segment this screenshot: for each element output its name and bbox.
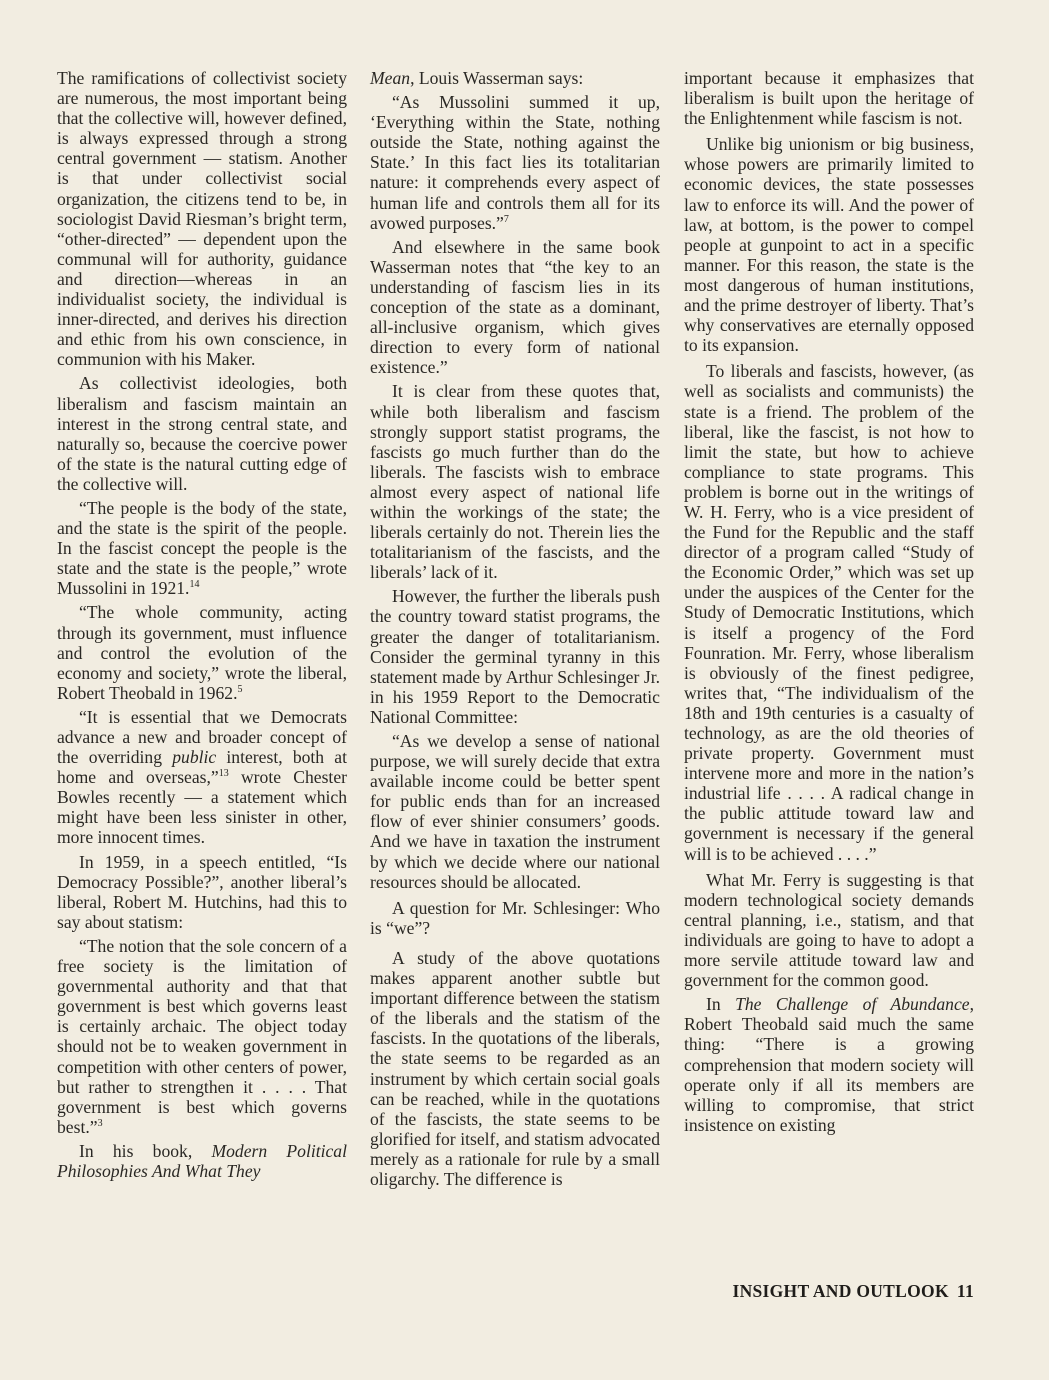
- paragraph-text: And elsewhere in the same book Wasserman notes that “the key to an understanding of fascism lies in its conception of the state as a dominant, all-inclusive organism, which gives direction to every form of national existence.”: [370, 236, 660, 378]
- text-column-3: [684, 68, 974, 1139]
- paragraph-text: In: [706, 994, 736, 1015]
- paragraph-text: What Mr. Ferry is suggesting is that modern technological society demands central planning, i.e., statism, and that individuals are going to have to adopt a more servile attitude toward law and government for the common good.: [684, 869, 974, 991]
- paragraph: [57, 852, 347, 932]
- paragraph-text: A question for Mr. Schlesinger: Who is “we”?: [370, 897, 660, 938]
- paragraph-text: interest, both at home and overseas,”: [57, 747, 348, 788]
- italic-text: The Challenge of Abundance: [735, 994, 970, 1015]
- paragraph-text: It is clear from these quotes that, while both liberalism and fascism strongly support statist programs, the fascists go much further than do the liberals. The fascists wish to embrace almost every aspect of national life within the workings of the state; the liberals certainly do not. Therein lies the totalitarianism of the fascists, and the liberals’ lack of it.: [370, 381, 660, 583]
- footnote-marker: 14: [189, 579, 200, 591]
- paragraph: [684, 870, 974, 991]
- page-footer: [684, 1281, 974, 1302]
- paragraph-text: “It is essential that we Democrats advance a new and broader concept of the overriding: [57, 706, 347, 768]
- paragraph: [370, 731, 660, 892]
- paragraph: [57, 936, 347, 1137]
- paragraph: [370, 948, 660, 1189]
- paragraph: [370, 898, 660, 938]
- paragraph-text: In 1959, in a speech entitled, “Is Democracy Possible?”, another liberal’s liberal, Robert M. Hutchins, had this to say about statism:: [57, 851, 347, 932]
- page-number: 11: [956, 1281, 974, 1301]
- paragraph: [684, 994, 974, 1135]
- footnote-marker: 7: [503, 213, 509, 225]
- text-column-1: [57, 68, 347, 1185]
- paragraph: [57, 68, 347, 369]
- paragraph-text: “As we develop a sense of national purpose, we will surely decide that extra available income could be better spent for public ends than for an increased flow of ever shinier consumers’ goods. And we have in taxation the instrument by which we decide where our national resources should be allocated.: [370, 731, 660, 892]
- paragraph-text: , Robert Theobald said much the same thing: “There is a growing comprehension that modern society will operate only if all its members are willing to compromise, that strict insistence on existing: [684, 994, 974, 1135]
- paragraph: [57, 498, 347, 598]
- paragraph-text: To liberals and fascists, however, (as well as socialists and communists) the state is a friend. The problem of the liberal, like the fascist, is not how to limit the state, but how to achieve compliance to state programs. This problem is borne out in the writings of W. H. Ferry, who is a vice president of the Fund for the Republic and the staff director of a program called “Study of the Economic Order,” which was set up under the auspices of the Center for the Study of Democratic Institutions, which is itself a progency of the Ford Founration. Mr. Ferry, whose liberalism is obviously of the finest pedigree, writes that, “The individualism of the 18th and 19th centuries is a casualty of technology, as are the old theories of private property. Government must intervene more and more in the nation’s industrial life . . . . A radical change in the public attitude toward law and government is necessary if the general will is to be achieved . . . .”: [684, 361, 974, 864]
- paragraph-text: “The people is the body of the state, and the state is the spirit of the people. In the fascist concept the people is the state and the state is the people,” wrote Mussolini in 1921.: [57, 497, 347, 599]
- paragraph: [684, 68, 974, 128]
- paragraph: [57, 1141, 347, 1181]
- paragraph-text: , Louis Wasserman says:: [410, 68, 584, 88]
- paragraph-text: “As Mussolini summed it up, ‘Everything within the State, nothing outside the State, nothing against the State.’ In this fact lies its totalitarian nature: it comprehends every aspect of human life and controls them all for its avowed purposes.”: [370, 92, 660, 233]
- paragraph-text: “The notion that the sole concern of a free society is the limitation of governmental authority and that that government is best which governs least is certainly archaic. The object today should not be to weaken government in competition with other centers of power, but rather to strengthen it . . . . That government is best which governs best.”: [57, 935, 347, 1137]
- paragraph-text: A study of the above quotations makes apparent another subtle but important difference between the statism of the liberals and the statism of the fascists. In the quotations of the liberals, the state seems to be regarded as an instrument by which certain social goals can be reached, while in the quotations of the fascists, the state seems to be glorified for itself, and statism advocated merely as a rationale for rule by a small oligarchy. The difference is: [370, 947, 660, 1189]
- footnote-marker: 13: [218, 768, 229, 780]
- paragraph: [57, 707, 347, 848]
- paragraph-text: In his book,: [79, 1140, 212, 1161]
- paragraph: [684, 134, 974, 355]
- paragraph: [370, 237, 660, 378]
- paragraph: [57, 602, 347, 702]
- footnote-marker: 5: [237, 683, 243, 695]
- text-column-2: [370, 68, 660, 1193]
- publication-title: INSIGHT AND OUTLOOK: [732, 1281, 949, 1301]
- italic-text: public: [172, 747, 217, 768]
- paragraph: [684, 361, 974, 863]
- paragraph: [370, 586, 660, 727]
- paragraph: [370, 92, 660, 233]
- paragraph: [370, 68, 660, 88]
- paragraph-text: important because it emphasizes that liberalism is built upon the heritage of the Enlightenment while fascism is not.: [684, 68, 974, 129]
- paragraph-text: Unlike big unionism or big business, whose powers are primarily limited to economic devices, the state possesses law to enforce its will. And the power of law, at bottom, is the power to compel people at gunpoint to act in a specific manner. For this reason, the state is the most dangerous of human institutions, and the prime destroyer of liberty. That’s why conservatives are eternally opposed to its expansion.: [684, 134, 974, 356]
- italic-text: Modern Political Philosophies And What They: [57, 1140, 347, 1181]
- paragraph: [370, 381, 660, 582]
- paragraph-text: As collectivist ideologies, both liberalism and fascism maintain an interest in the strong central state, and naturally so, because the coercive power of the state is the natural cutting edge of the collective will.: [57, 373, 347, 494]
- paragraph-text: However, the further the liberals push the country toward statist programs, the greater the danger of totalitarianism. Consider the germinal tyranny in this statement made by Arthur Schlesinger Jr. in his 1959 Report to the Democratic National Committee:: [370, 586, 660, 727]
- paragraph-text: “The whole community, acting through its government, must influence and control the evolution of the economy and society,” wrote the liberal, Robert Theobald in 1962.: [57, 602, 347, 703]
- paragraph-text: wrote Chester Bowles recently — a statement which might have been less sinister in other, more innocent times.: [57, 767, 347, 848]
- italic-text: Mean: [370, 68, 411, 88]
- footnote-marker: 3: [97, 1117, 103, 1129]
- paragraph: [57, 373, 347, 494]
- paragraph-text: The ramifications of collectivist society are numerous, the most important being that the collective will, however defined, is always expressed through a strong central government — statism. Another is that under collectivist social organization, the citizens tend to be, in sociologist David Riesman’s bright term, “other-directed” — dependent upon the communal will for authority, guidance and direction—whereas in an individualist society, the individual is inner-directed, and derives his direction and ethic from his own conscience, in communion with his Maker.: [57, 68, 347, 370]
